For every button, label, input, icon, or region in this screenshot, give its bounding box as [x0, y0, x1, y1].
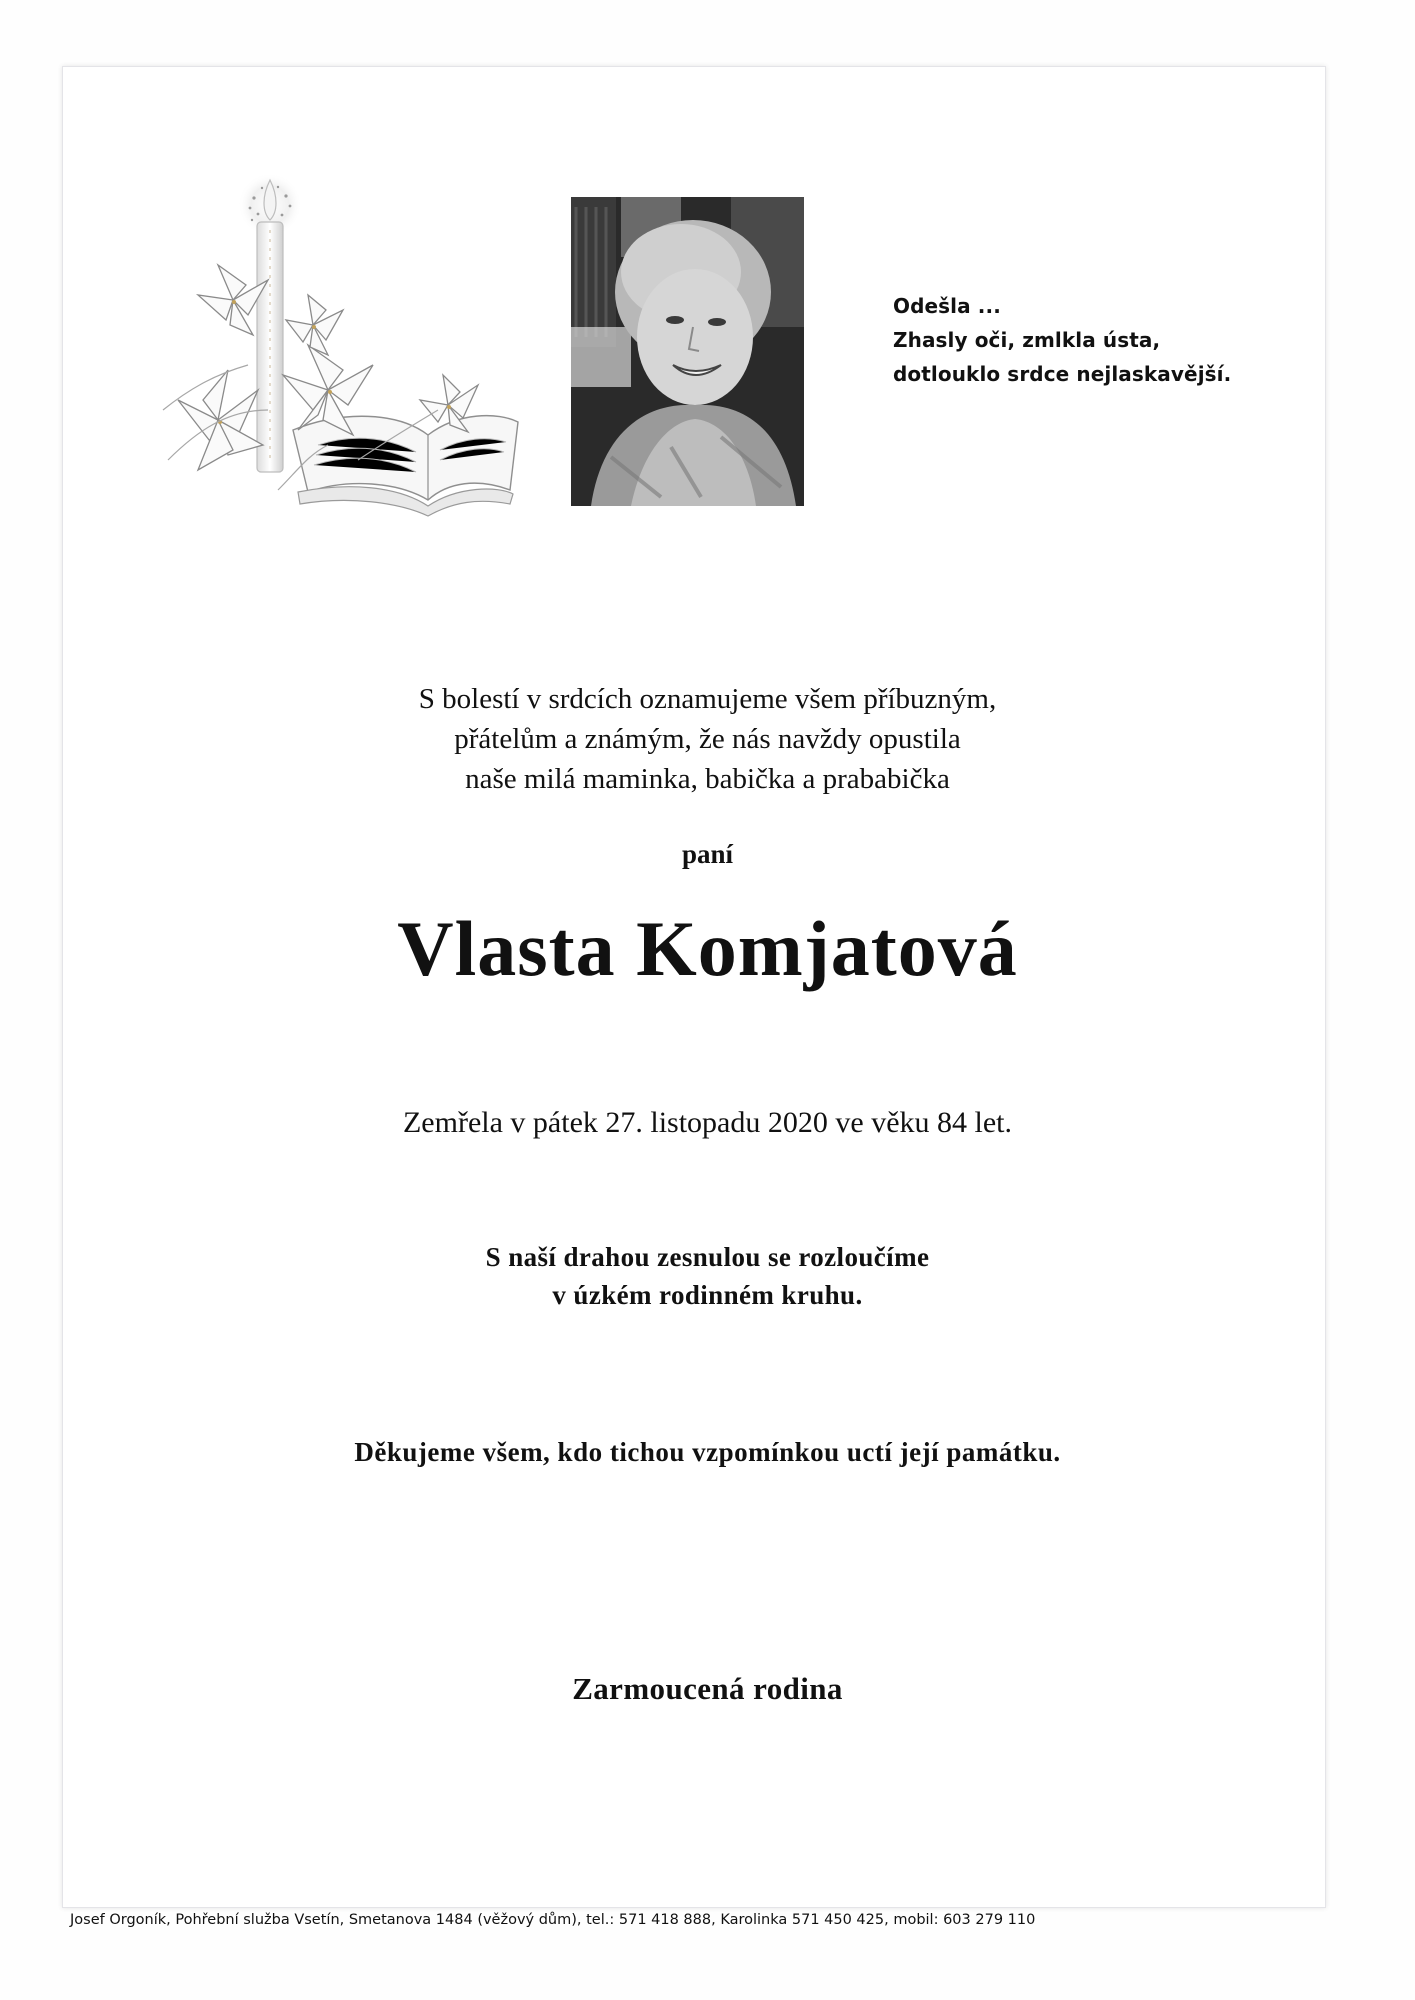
farewell-line: v úzkém rodinném kruhu. [552, 1280, 863, 1310]
memorial-quote [893, 289, 1233, 391]
farewell-notice [0, 1238, 1415, 1314]
announcement-text [0, 679, 1415, 799]
farewell-line: S naší drahou zesnulou se rozloučíme [485, 1242, 930, 1272]
quote-line: dotlouklo srdce nejlaskavější. [893, 362, 1232, 386]
candle-lilies-ornament [158, 160, 528, 540]
deceased-name: Vlasta Komjatová [397, 905, 1018, 992]
thanks-text: Děkujeme všem, kdo tichou vzpomínkou uctí její památku. [354, 1437, 1061, 1467]
signature: Zarmoucená rodina [572, 1671, 843, 1706]
portrait-photo [571, 197, 804, 506]
announcement-line: S bolestí v srdcích oznamujeme všem příbuzným, [418, 683, 997, 715]
death-notice: Zemřela v pátek 27. listopadu 2020 ve věku 84 let. [402, 1106, 1012, 1139]
quote-line: Zhasly oči, zmlkla ústa, [893, 328, 1161, 352]
title-prefix: paní [681, 839, 734, 869]
funeral-service-footer: Josef Orgoník, Pohřební služba Vsetín, Smetanova 1484 (věžový dům), tel.: 571 418 888, Karolinka 571 450 425, mobil: 603 279 110 [70, 1912, 1036, 1928]
quote-line: Odešla ... [893, 294, 1001, 318]
announcement-line: naše milá maminka, babička a prababička [465, 763, 950, 795]
announcement-line: přátelům a známým, že nás navždy opustila [454, 723, 961, 755]
